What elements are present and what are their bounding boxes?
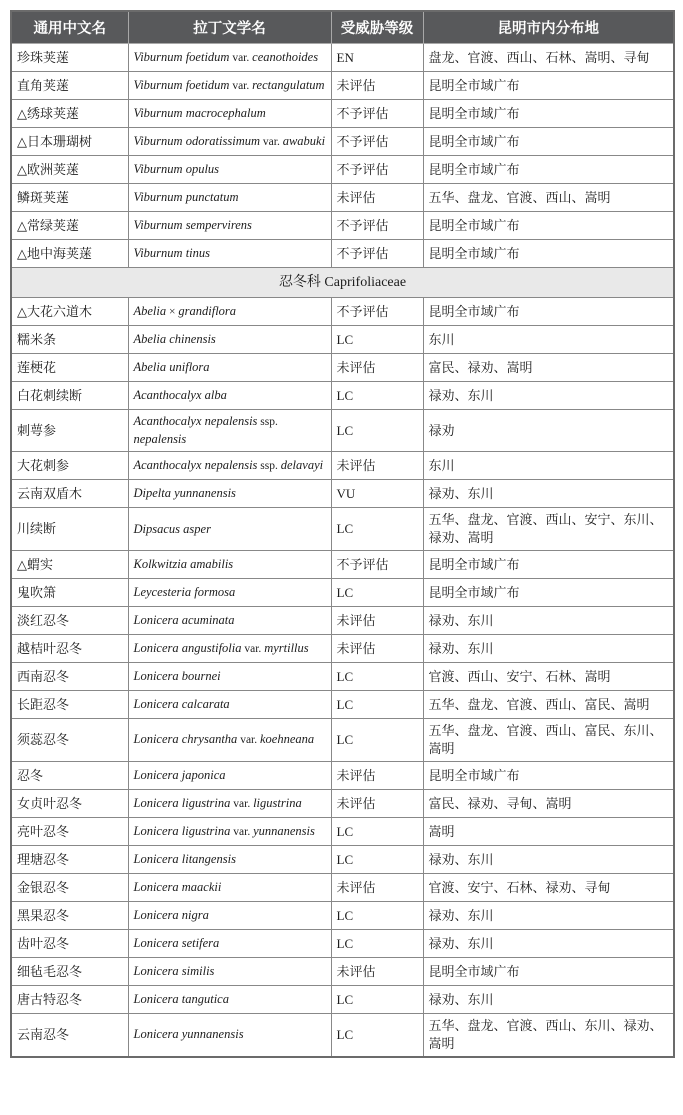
status-cell: 未评估 <box>331 607 423 635</box>
table-row <box>11 298 674 326</box>
latin-name-cell <box>128 691 331 719</box>
latin-name-cell <box>128 44 331 72</box>
latin-roman-segment: × <box>166 305 179 318</box>
table-row <box>11 579 674 607</box>
status-cell: 未评估 <box>331 354 423 382</box>
status-cell: LC <box>331 579 423 607</box>
distribution-cell: 昆明全市域广布 <box>423 551 674 579</box>
distribution-cell: 昆明全市域广布 <box>423 128 674 156</box>
distribution-cell: 禄劝 <box>423 410 674 452</box>
latin-italic-segment: Dipsacus asper <box>133 521 211 536</box>
latin-roman-segment: ssp. <box>257 459 281 472</box>
table-row <box>11 790 674 818</box>
latin-roman-segment: var. <box>229 79 253 92</box>
latin-italic-segment: Lonicera chrysantha <box>133 732 238 747</box>
latin-italic-segment: Acanthocalyx nepalensis <box>133 414 258 429</box>
latin-name-cell <box>128 663 331 691</box>
latin-name-cell <box>128 354 331 382</box>
latin-italic-segment: Acanthocalyx nepalensis <box>133 457 258 472</box>
latin-italic-segment: Viburnum foetidum <box>133 77 230 92</box>
common-name-cell: 细毡毛忍冬 <box>11 958 128 986</box>
latin-italic-segment: koehneana <box>260 732 315 747</box>
distribution-cell: 东川 <box>423 326 674 354</box>
distribution-cell: 五华、盘龙、官渡、西山、富民、东川、嵩明 <box>423 719 674 762</box>
table-row <box>11 635 674 663</box>
latin-name-cell <box>128 551 331 579</box>
distribution-cell: 东川 <box>423 452 674 480</box>
latin-name-cell <box>128 986 331 1014</box>
distribution-cell: 嵩明 <box>423 818 674 846</box>
latin-italic-segment: Lonicera maackii <box>133 880 222 895</box>
latin-name-cell <box>128 607 331 635</box>
table-row <box>11 551 674 579</box>
latin-italic-segment: Abelia chinensis <box>133 332 216 347</box>
latin-italic-segment: yunnanensis <box>253 823 315 838</box>
table-row <box>11 874 674 902</box>
status-cell: 不予评估 <box>331 298 423 326</box>
status-cell: LC <box>331 410 423 452</box>
latin-italic-segment: Leycesteria formosa <box>133 585 236 600</box>
distribution-cell: 禄劝、东川 <box>423 607 674 635</box>
common-name-cell: 鳞斑荚蒾 <box>11 184 128 212</box>
latin-roman-segment: var. <box>237 734 260 747</box>
common-name-cell: 越桔叶忍冬 <box>11 635 128 663</box>
header-latin-name: 拉丁文学名 <box>128 11 331 44</box>
common-name-cell: △欧洲荚蒾 <box>11 156 128 184</box>
latin-name-cell <box>128 508 331 551</box>
latin-name-cell <box>128 410 331 452</box>
latin-roman-segment: var. <box>230 797 254 810</box>
table-row <box>11 480 674 508</box>
latin-name-cell <box>128 184 331 212</box>
distribution-cell: 禄劝、东川 <box>423 635 674 663</box>
latin-italic-segment: grandiflora <box>178 303 237 318</box>
table-row <box>11 354 674 382</box>
table-row <box>11 846 674 874</box>
distribution-cell: 盘龙、官渡、西山、石林、嵩明、寻甸 <box>423 44 674 72</box>
distribution-cell: 官渡、安宁、石林、禄劝、寻甸 <box>423 874 674 902</box>
latin-italic-segment: Lonicera angustifolia <box>133 640 242 655</box>
latin-roman-segment: var. <box>230 825 254 838</box>
distribution-cell: 富民、禄劝、嵩明 <box>423 354 674 382</box>
latin-italic-segment: Lonicera acuminata <box>133 613 235 628</box>
table-body <box>11 44 674 1058</box>
header-threat-level: 受威胁等级 <box>331 11 423 44</box>
latin-name-cell <box>128 480 331 508</box>
latin-italic-segment: Kolkwitzia amabilis <box>133 557 234 572</box>
table-row <box>11 240 674 268</box>
status-cell: LC <box>331 382 423 410</box>
table-row <box>11 44 674 72</box>
latin-italic-segment: Lonicera nigra <box>133 908 209 923</box>
distribution-cell: 五华、盘龙、官渡、西山、安宁、东川、禄劝、嵩明 <box>423 508 674 551</box>
family-section-label: 忍冬科 Caprifoliaceae <box>11 268 674 298</box>
common-name-cell: 长距忍冬 <box>11 691 128 719</box>
distribution-cell: 禄劝、东川 <box>423 986 674 1014</box>
distribution-cell: 昆明全市域广布 <box>423 156 674 184</box>
latin-italic-segment: Lonicera litangensis <box>133 852 236 867</box>
status-cell: LC <box>331 719 423 762</box>
status-cell: 不予评估 <box>331 156 423 184</box>
common-name-cell: 珍珠荚蒾 <box>11 44 128 72</box>
distribution-cell: 禄劝、东川 <box>423 930 674 958</box>
latin-roman-segment: var. <box>260 135 283 148</box>
distribution-cell: 昆明全市域广布 <box>423 298 674 326</box>
table-row <box>11 607 674 635</box>
table-row <box>11 762 674 790</box>
table-row <box>11 128 674 156</box>
common-name-cell: 亮叶忍冬 <box>11 818 128 846</box>
status-cell: 未评估 <box>331 762 423 790</box>
common-name-cell: 川续断 <box>11 508 128 551</box>
distribution-cell: 五华、盘龙、官渡、西山、嵩明 <box>423 184 674 212</box>
common-name-cell: △绣球荚蒾 <box>11 100 128 128</box>
family-section-row <box>11 268 674 298</box>
table-row <box>11 410 674 452</box>
common-name-cell: 大花刺参 <box>11 452 128 480</box>
common-name-cell: 莲梗花 <box>11 354 128 382</box>
table-row <box>11 156 674 184</box>
latin-italic-segment: Acanthocalyx alba <box>133 388 227 403</box>
common-name-cell: 鬼吹箫 <box>11 579 128 607</box>
table-row <box>11 986 674 1014</box>
table-row <box>11 72 674 100</box>
common-name-cell: 云南忍冬 <box>11 1014 128 1057</box>
latin-name-cell <box>128 635 331 663</box>
status-cell: 未评估 <box>331 635 423 663</box>
status-cell: LC <box>331 691 423 719</box>
common-name-cell: 女贞叶忍冬 <box>11 790 128 818</box>
latin-name-cell <box>128 719 331 762</box>
latin-name-cell <box>128 156 331 184</box>
common-name-cell: 糯米条 <box>11 326 128 354</box>
latin-name-cell <box>128 762 331 790</box>
latin-name-cell <box>128 874 331 902</box>
status-cell: 未评估 <box>331 72 423 100</box>
table-row <box>11 691 674 719</box>
status-cell: LC <box>331 846 423 874</box>
latin-italic-segment: Viburnum macrocephalum <box>133 105 266 120</box>
table-row <box>11 958 674 986</box>
common-name-cell: 西南忍冬 <box>11 663 128 691</box>
latin-name-cell <box>128 579 331 607</box>
latin-name-cell <box>128 240 331 268</box>
table-row <box>11 100 674 128</box>
status-cell: LC <box>331 663 423 691</box>
table-row <box>11 212 674 240</box>
distribution-cell: 富民、禄劝、寻甸、嵩明 <box>423 790 674 818</box>
common-name-cell: 云南双盾木 <box>11 480 128 508</box>
latin-name-cell <box>128 818 331 846</box>
status-cell: LC <box>331 818 423 846</box>
latin-name-cell <box>128 212 331 240</box>
latin-name-cell <box>128 326 331 354</box>
distribution-cell: 昆明全市域广布 <box>423 72 674 100</box>
latin-italic-segment: myrtillus <box>264 640 309 655</box>
distribution-cell: 昆明全市域广布 <box>423 958 674 986</box>
status-cell: LC <box>331 930 423 958</box>
distribution-cell: 昆明全市域广布 <box>423 212 674 240</box>
latin-italic-segment: delavayi <box>280 457 324 472</box>
distribution-cell: 官渡、西山、安宁、石林、嵩明 <box>423 663 674 691</box>
common-name-cell: 须蕊忍冬 <box>11 719 128 762</box>
header-distribution: 昆明市内分布地 <box>423 11 674 44</box>
latin-name-cell <box>128 846 331 874</box>
table-row <box>11 663 674 691</box>
table-row <box>11 719 674 762</box>
latin-italic-segment: Viburnum tinus <box>133 245 211 260</box>
status-cell: LC <box>331 1014 423 1057</box>
latin-italic-segment: Lonicera similis <box>133 964 215 979</box>
status-cell: LC <box>331 326 423 354</box>
common-name-cell: 白花刺续断 <box>11 382 128 410</box>
latin-roman-segment: var. <box>229 51 253 64</box>
common-name-cell: 黑果忍冬 <box>11 902 128 930</box>
latin-italic-segment: Viburnum foetidum <box>133 49 230 64</box>
latin-italic-segment: Lonicera bournei <box>133 669 221 684</box>
status-cell: LC <box>331 986 423 1014</box>
latin-name-cell <box>128 72 331 100</box>
common-name-cell: 理塘忍冬 <box>11 846 128 874</box>
latin-name-cell <box>128 958 331 986</box>
latin-italic-segment: ceanothoides <box>252 49 319 64</box>
distribution-cell: 昆明全市域广布 <box>423 100 674 128</box>
latin-italic-segment: ligustrina <box>253 795 302 810</box>
status-cell: 未评估 <box>331 452 423 480</box>
latin-italic-segment: Lonicera japonica <box>133 768 226 783</box>
table-row <box>11 452 674 480</box>
common-name-cell: △蝟实 <box>11 551 128 579</box>
header-common-name: 通用中文名 <box>11 11 128 44</box>
latin-italic-segment: awabuki <box>282 133 326 148</box>
table-row <box>11 382 674 410</box>
table-row <box>11 1014 674 1057</box>
latin-roman-segment: ssp. <box>257 416 278 429</box>
latin-italic-segment: Viburnum sempervirens <box>133 217 252 232</box>
common-name-cell: 齿叶忍冬 <box>11 930 128 958</box>
latin-italic-segment: Viburnum opulus <box>133 161 220 176</box>
common-name-cell: △大花六道木 <box>11 298 128 326</box>
common-name-cell: △日本珊瑚树 <box>11 128 128 156</box>
table-row <box>11 184 674 212</box>
status-cell: LC <box>331 902 423 930</box>
status-cell: 未评估 <box>331 790 423 818</box>
status-cell: 不予评估 <box>331 212 423 240</box>
table-row <box>11 326 674 354</box>
latin-name-cell <box>128 298 331 326</box>
status-cell: 未评估 <box>331 874 423 902</box>
latin-italic-segment: Viburnum odoratissimum <box>133 133 261 148</box>
common-name-cell: 直角荚蒾 <box>11 72 128 100</box>
status-cell: 未评估 <box>331 958 423 986</box>
distribution-cell: 昆明全市域广布 <box>423 579 674 607</box>
latin-italic-segment: Lonicera calcarata <box>133 697 230 712</box>
distribution-cell: 禄劝、东川 <box>423 846 674 874</box>
latin-italic-segment: Abelia <box>133 303 167 318</box>
latin-name-cell <box>128 1014 331 1057</box>
latin-italic-segment: Lonicera yunnanensis <box>133 1027 244 1042</box>
common-name-cell: 淡红忍冬 <box>11 607 128 635</box>
table-row <box>11 508 674 551</box>
latin-italic-segment: Lonicera ligustrina <box>133 795 231 810</box>
status-cell: 不予评估 <box>331 100 423 128</box>
status-cell: 不予评估 <box>331 240 423 268</box>
common-name-cell: 忍冬 <box>11 762 128 790</box>
latin-italic-segment: rectangulatum <box>252 77 325 92</box>
latin-name-cell <box>128 790 331 818</box>
latin-name-cell <box>128 902 331 930</box>
distribution-cell: 五华、盘龙、官渡、西山、富民、嵩明 <box>423 691 674 719</box>
table-row <box>11 902 674 930</box>
status-cell: 不予评估 <box>331 128 423 156</box>
common-name-cell: 金银忍冬 <box>11 874 128 902</box>
status-cell: 未评估 <box>331 184 423 212</box>
distribution-cell: 五华、盘龙、官渡、西山、东川、禄劝、嵩明 <box>423 1014 674 1057</box>
latin-name-cell <box>128 100 331 128</box>
status-cell: VU <box>331 480 423 508</box>
species-table <box>10 10 675 1058</box>
latin-italic-segment: Dipelta yunnanensis <box>133 486 236 501</box>
common-name-cell: 刺萼参 <box>11 410 128 452</box>
common-name-cell: 唐古特忍冬 <box>11 986 128 1014</box>
header-row <box>11 11 674 44</box>
status-cell: EN <box>331 44 423 72</box>
latin-name-cell <box>128 382 331 410</box>
latin-italic-segment: Lonicera setifera <box>133 936 220 951</box>
table-row <box>11 818 674 846</box>
common-name-cell: △地中海荚蒾 <box>11 240 128 268</box>
latin-italic-segment: Abelia uniflora <box>133 360 210 375</box>
latin-roman-segment: var. <box>241 642 265 655</box>
distribution-cell: 禄劝、东川 <box>423 480 674 508</box>
latin-italic-segment: Lonicera ligustrina <box>133 823 231 838</box>
latin-italic-segment: nepalensis <box>133 432 187 447</box>
distribution-cell: 昆明全市域广布 <box>423 762 674 790</box>
latin-name-cell <box>128 452 331 480</box>
distribution-cell: 昆明全市域广布 <box>423 240 674 268</box>
latin-italic-segment: Lonicera tangutica <box>133 992 229 1007</box>
table-row <box>11 930 674 958</box>
status-cell: LC <box>331 508 423 551</box>
distribution-cell: 禄劝、东川 <box>423 382 674 410</box>
latin-name-cell <box>128 930 331 958</box>
latin-italic-segment: Viburnum punctatum <box>133 189 239 204</box>
common-name-cell: △常绿荚蒾 <box>11 212 128 240</box>
latin-name-cell <box>128 128 331 156</box>
distribution-cell: 禄劝、东川 <box>423 902 674 930</box>
status-cell: 不予评估 <box>331 551 423 579</box>
